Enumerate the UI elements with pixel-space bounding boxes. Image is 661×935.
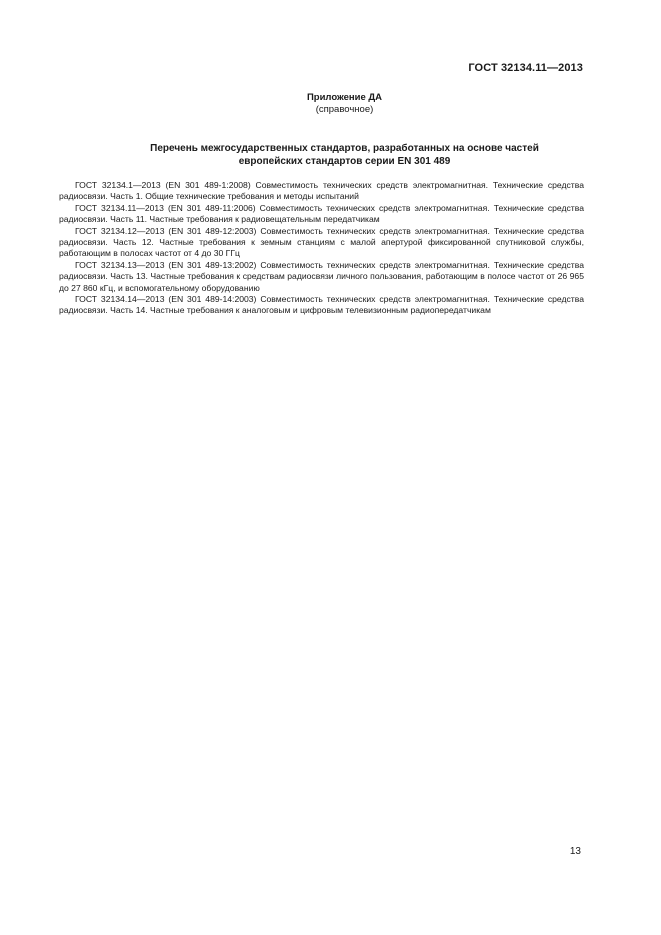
appendix-heading — [0, 92, 661, 116]
standards-list-heading — [0, 142, 661, 168]
standards-list-heading-line-1: Перечень межгосударственных стандартов, разработанных на основе частей — [150, 143, 539, 154]
document-code-header: ГОСТ 32134.11—2013 — [468, 62, 583, 74]
standards-list-heading-line-2: европейских стандартов серии EN 301 489 — [238, 156, 451, 167]
standard-entry-1: ГОСТ 32134.1—2013 (EN 301 489-1:2008) Совместимость технических средств электромагнитная. Технические средства радиосвязи. Часть 1. Общие технические требования и методы испытаний — [59, 180, 584, 202]
appendix-subtitle: (справочное) — [315, 104, 374, 115]
standards-list — [59, 180, 584, 317]
standard-entry-13: ГОСТ 32134.13—2013 (EN 301 489-13:2002) Совместимость технических средств электромагнитная. Технические средства радиосвязи. Часть 13. Частные требования к средствам радиосвязи личного пользования, работающим в полосе частот от 26 965 до 27 860 кГц, и вспомогательному оборудованию — [59, 259, 584, 293]
standard-entry-11: ГОСТ 32134.11—2013 (EN 301 489-11:2006) Совместимость технических средств электромагнитная. Технические средства радиосвязи. Часть 11. Частные требования к радиовещательным передатчикам — [59, 202, 584, 225]
page-number: 13 — [569, 846, 581, 857]
standard-entry-14: ГОСТ 32134.14—2013 (EN 301 489-14:2003) Совместимость технических средств электромагнитная. Технические средства радиосвязи. Часть 14. Частные требования к аналоговым и цифровым телевизионным радиопередатчикам — [59, 294, 584, 316]
standard-entry-12: ГОСТ 32134.12—2013 (EN 301 489-12:2003) Совместимость технических средств электромагнитная. Технические средства радиосвязи. Часть 12. Частные требования к земным станциям с малой апертурой фиксированной спутниковой службы, работающим в полосах частот от 4 до 30 ГГц — [59, 225, 584, 259]
appendix-title: Приложение ДА — [306, 92, 383, 103]
